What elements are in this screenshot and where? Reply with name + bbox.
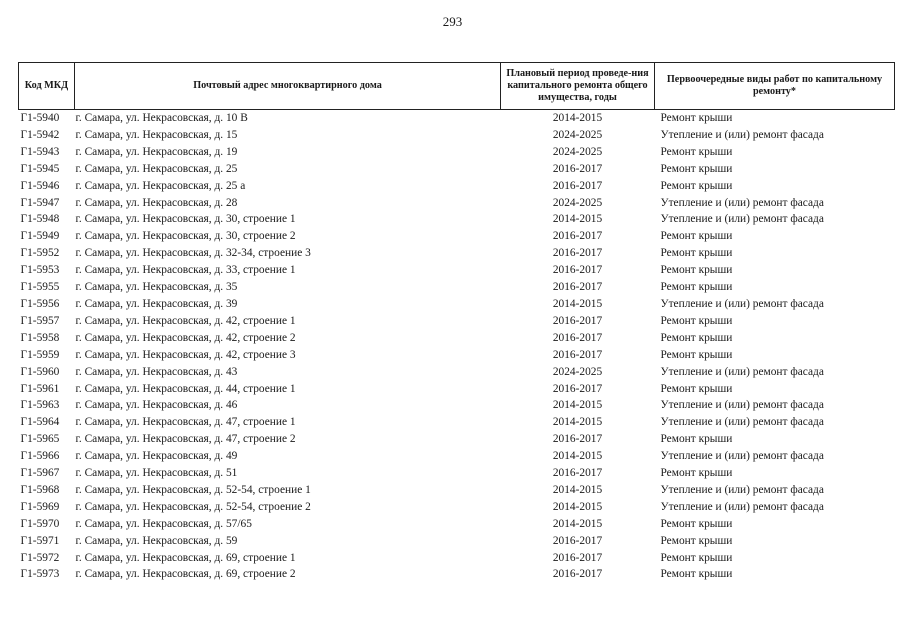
- table-row: [19, 127, 895, 144]
- cell-work: Утепление и (или) ремонт фасада: [660, 297, 824, 310]
- cell-work: Утепление и (или) ремонт фасада: [660, 365, 824, 378]
- cell-work: Ремонт крыши: [660, 162, 733, 175]
- cell-work: Ремонт крыши: [660, 551, 733, 564]
- cell-work: Ремонт крыши: [660, 534, 733, 547]
- cell-address: г. Самара, ул. Некрасовская, д. 43: [75, 365, 238, 378]
- table-row: [19, 381, 895, 398]
- table-row: [19, 313, 895, 330]
- table-row: [19, 228, 895, 245]
- cell-address: г. Самара, ул. Некрасовская, д. 46: [75, 399, 238, 412]
- table-row: [19, 195, 895, 212]
- cell-address: г. Самара, ул. Некрасовская, д. 32-34, строение 3: [75, 247, 311, 260]
- table-body: [19, 110, 895, 584]
- cell-work: Ремонт крыши: [660, 517, 733, 530]
- cell-address: г. Самара, ул. Некрасовская, д. 42, строение 3: [75, 348, 296, 361]
- cell-code: Г1-5972: [20, 551, 60, 564]
- cell-period: 2016-2017: [552, 281, 603, 294]
- cell-address: г. Самара, ул. Некрасовская, д. 30, строение 2: [75, 230, 296, 243]
- cell-period: 2016-2017: [552, 179, 603, 192]
- cell-address: г. Самара, ул. Некрасовская, д. 10 В: [75, 112, 248, 124]
- cell-period: 2016-2017: [552, 348, 603, 361]
- cell-code: Г1-5967: [20, 467, 60, 480]
- header-code: Код МКД: [19, 63, 75, 110]
- cell-code: Г1-5973: [20, 568, 60, 581]
- cell-work: Утепление и (или) ремонт фасада: [660, 450, 824, 463]
- cell-period: 2016-2017: [552, 534, 603, 547]
- cell-address: г. Самара, ул. Некрасовская, д. 51: [75, 467, 238, 480]
- cell-period: 2024-2025: [552, 365, 603, 378]
- cell-address: г. Самара, ул. Некрасовская, д. 59: [75, 534, 238, 547]
- cell-work: Ремонт крыши: [660, 348, 733, 361]
- cell-code: Г1-5961: [20, 382, 60, 395]
- cell-period: 2014-2015: [552, 416, 603, 429]
- table-row: [19, 211, 895, 228]
- cell-period: 2014-2015: [552, 213, 603, 226]
- table-row: [19, 397, 895, 414]
- cell-code: Г1-5968: [20, 483, 60, 496]
- cell-code: Г1-5942: [20, 128, 60, 141]
- cell-code: Г1-5952: [20, 247, 60, 260]
- cell-code: Г1-5957: [20, 314, 60, 327]
- cell-code: Г1-5958: [20, 331, 60, 344]
- cell-period: 2014-2015: [552, 297, 603, 310]
- cell-address: г. Самара, ул. Некрасовская, д. 42, строение 1: [75, 314, 296, 327]
- header-period: Плановый период проведе-ния капитального ремонта общего имущества, годы: [501, 63, 655, 110]
- cell-work: Утепление и (или) ремонт фасада: [660, 399, 824, 412]
- cell-address: г. Самара, ул. Некрасовская, д. 19: [75, 145, 238, 158]
- cell-period: 2014-2015: [552, 112, 603, 124]
- table-row: [19, 330, 895, 347]
- table-row: [19, 262, 895, 279]
- cell-work: Ремонт крыши: [660, 145, 733, 158]
- cell-period: 2016-2017: [552, 247, 603, 260]
- cell-work: Утепление и (или) ремонт фасада: [660, 128, 824, 141]
- cell-address: г. Самара, ул. Некрасовская, д. 69, строение 1: [75, 551, 296, 564]
- cell-period: 2024-2025: [552, 145, 603, 158]
- cell-address: г. Самара, ул. Некрасовская, д. 28: [75, 196, 238, 209]
- cell-code: Г1-5959: [20, 348, 60, 361]
- cell-work: Утепление и (или) ремонт фасада: [660, 416, 824, 429]
- table-row: [19, 499, 895, 516]
- table-row: [19, 550, 895, 567]
- table-row: [19, 144, 895, 161]
- cell-work: Утепление и (или) ремонт фасада: [660, 483, 824, 496]
- cell-code: Г1-5948: [20, 213, 60, 226]
- cell-work: Ремонт крыши: [660, 179, 733, 192]
- cell-period: 2016-2017: [552, 264, 603, 277]
- cell-work: Ремонт крыши: [660, 230, 733, 243]
- table-row: [19, 482, 895, 499]
- cell-code: Г1-5960: [20, 365, 60, 378]
- table-row: [19, 110, 895, 127]
- cell-period: 2024-2025: [552, 196, 603, 209]
- cell-code: Г1-5971: [20, 534, 60, 547]
- cell-address: г. Самара, ул. Некрасовская, д. 42, строение 2: [75, 331, 296, 344]
- cell-code: Г1-5955: [20, 281, 60, 294]
- cell-address: г. Самара, ул. Некрасовская, д. 47, строение 1: [75, 416, 296, 429]
- cell-code: Г1-5969: [20, 500, 60, 513]
- cell-period: 2016-2017: [552, 467, 603, 480]
- table-row: [19, 364, 895, 381]
- cell-period: 2016-2017: [552, 551, 603, 564]
- cell-work: Утепление и (или) ремонт фасада: [660, 196, 824, 209]
- table-row: [19, 533, 895, 550]
- cell-work: Ремонт крыши: [660, 314, 733, 327]
- cell-address: г. Самара, ул. Некрасовская, д. 52-54, строение 2: [75, 500, 311, 513]
- cell-address: г. Самара, ул. Некрасовская, д. 25 а: [75, 179, 246, 192]
- cell-code: Г1-5945: [20, 162, 60, 175]
- cell-work: Ремонт крыши: [660, 264, 733, 277]
- cell-period: 2014-2015: [552, 500, 603, 513]
- cell-code: Г1-5963: [20, 399, 60, 412]
- table-row: [19, 245, 895, 262]
- cell-work: Ремонт крыши: [660, 331, 733, 344]
- header-work: Первоочередные виды работ по капитальному ремонту*: [655, 63, 895, 110]
- cell-period: 2016-2017: [552, 162, 603, 175]
- cell-code: Г1-5953: [20, 264, 60, 277]
- cell-work: Ремонт крыши: [660, 281, 733, 294]
- cell-period: 2016-2017: [552, 230, 603, 243]
- table-row: [19, 448, 895, 465]
- cell-address: г. Самара, ул. Некрасовская, д. 47, строение 2: [75, 433, 296, 446]
- cell-period: 2014-2015: [552, 450, 603, 463]
- cell-period: 2016-2017: [552, 433, 603, 446]
- cell-work: Ремонт крыши: [660, 112, 733, 124]
- cell-address: г. Самара, ул. Некрасовская, д. 30, строение 1: [75, 213, 296, 226]
- cell-work: Ремонт крыши: [660, 467, 733, 480]
- page-number: 293: [442, 14, 463, 29]
- table-row: [19, 279, 895, 296]
- header-row: [19, 63, 895, 110]
- cell-period: 2024-2025: [552, 128, 603, 141]
- table-row: [19, 347, 895, 364]
- housing-registry-table: [18, 62, 895, 583]
- header-address: Почтовый адрес многоквартирного дома: [75, 63, 501, 110]
- cell-period: 2014-2015: [552, 517, 603, 530]
- table-row: [19, 431, 895, 448]
- cell-code: Г1-5970: [20, 517, 60, 530]
- cell-address: г. Самара, ул. Некрасовская, д. 49: [75, 450, 238, 463]
- cell-code: Г1-5964: [20, 416, 60, 429]
- cell-period: 2014-2015: [552, 483, 603, 496]
- cell-code: Г1-5956: [20, 297, 60, 310]
- cell-address: г. Самара, ул. Некрасовская, д. 52-54, строение 1: [75, 483, 311, 496]
- cell-address: г. Самара, ул. Некрасовская, д. 33, строение 1: [75, 264, 296, 277]
- table-header: [19, 63, 895, 110]
- cell-code: Г1-5946: [20, 179, 60, 192]
- cell-work: Ремонт крыши: [660, 247, 733, 260]
- cell-address: г. Самара, ул. Некрасовская, д. 25: [75, 162, 238, 175]
- cell-code: Г1-5943: [20, 145, 60, 158]
- cell-address: г. Самара, ул. Некрасовская, д. 39: [75, 297, 238, 310]
- cell-work: Ремонт крыши: [660, 568, 733, 581]
- cell-address: г. Самара, ул. Некрасовская, д. 69, строение 2: [75, 568, 296, 581]
- table-row: [19, 414, 895, 431]
- cell-period: 2014-2015: [552, 399, 603, 412]
- cell-code: Г1-5966: [20, 450, 60, 463]
- table-row: [19, 296, 895, 313]
- cell-period: 2016-2017: [552, 568, 603, 581]
- cell-address: г. Самара, ул. Некрасовская, д. 35: [75, 281, 238, 294]
- table-row: [19, 516, 895, 533]
- cell-code: Г1-5947: [20, 196, 60, 209]
- cell-address: г. Самара, ул. Некрасовская, д. 15: [75, 128, 238, 141]
- cell-address: г. Самара, ул. Некрасовская, д. 44, строение 1: [75, 382, 296, 395]
- cell-period: 2016-2017: [552, 331, 603, 344]
- cell-work: Ремонт крыши: [660, 382, 733, 395]
- cell-period: 2016-2017: [552, 314, 603, 327]
- cell-work: Ремонт крыши: [660, 433, 733, 446]
- cell-work: Утепление и (или) ремонт фасада: [660, 213, 824, 226]
- table-row: [19, 178, 895, 195]
- table-row: [19, 566, 895, 583]
- cell-code: Г1-5940: [20, 112, 60, 124]
- cell-address: г. Самара, ул. Некрасовская, д. 57/65: [75, 517, 252, 530]
- cell-period: 2016-2017: [552, 382, 603, 395]
- table-row: [19, 161, 895, 178]
- cell-code: Г1-5965: [20, 433, 60, 446]
- cell-work: Утепление и (или) ремонт фасада: [660, 500, 824, 513]
- cell-code: Г1-5949: [20, 230, 60, 243]
- table-row: [19, 465, 895, 482]
